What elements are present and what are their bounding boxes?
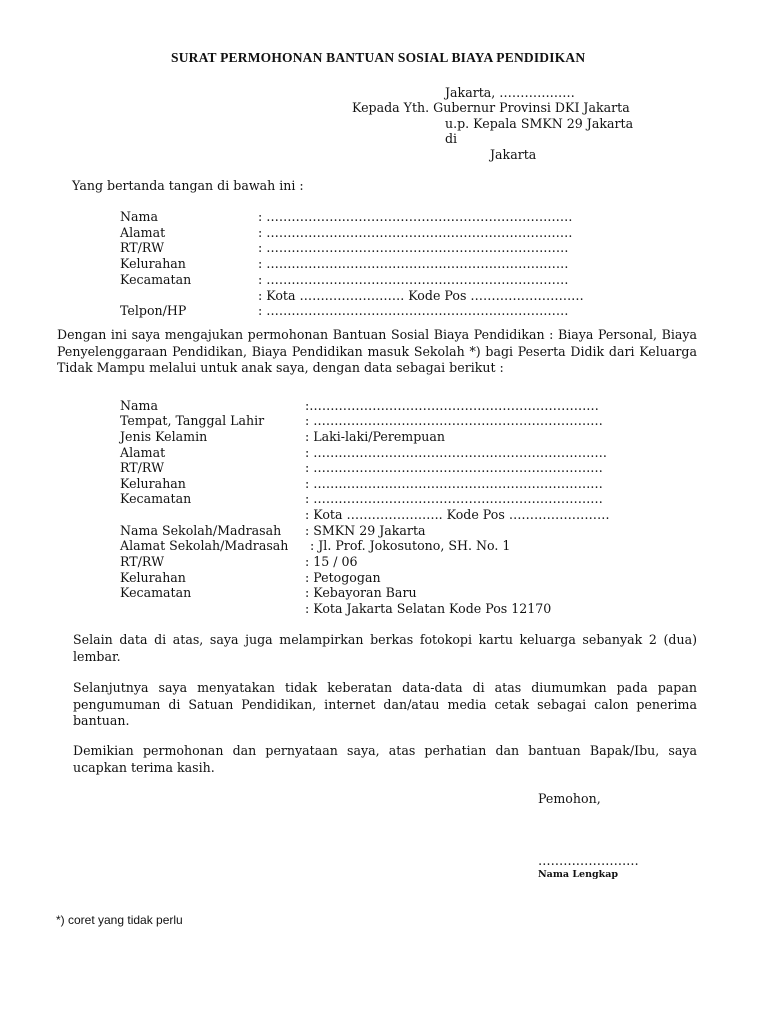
field-label: RT/RW: [120, 240, 165, 255]
field-value: : ……………………………………………………………: [305, 491, 603, 506]
field-value: : ……………………………………………………………: [305, 460, 603, 475]
date-line: Jakarta, ………………: [445, 85, 575, 100]
letter-title: SURAT PERMOHONAN BANTUAN SOSIAL BIAYA PENDIDIKAN: [171, 50, 586, 65]
signature-name-label: Nama Lengkap: [538, 869, 619, 880]
field-label: Kelurahan: [120, 256, 186, 271]
field-value: : 15 / 06: [305, 554, 358, 569]
footnote: *) coret yang tidak perlu: [56, 913, 183, 927]
field-label: Nama Sekolah/Madrasah: [120, 523, 282, 538]
field-value: : ……………………………………………………………: [305, 413, 603, 428]
field-value: : ……………….………………………………………………: [258, 209, 573, 224]
field-label: Alamat: [120, 445, 166, 460]
field-label: Kecamatan: [120, 272, 192, 287]
field-value: : Jl. Prof. Jokosutono, SH. No. 1: [310, 538, 511, 553]
field-value: : ………………………………………………………………: [258, 272, 569, 287]
field-value: : Kebayoran Baru: [305, 585, 417, 600]
field-label: Kelurahan: [120, 570, 186, 585]
field-value: : ………………………………………………………………: [258, 256, 569, 271]
field-value: : ………………………………………………………………: [258, 240, 569, 255]
field-label: Nama: [120, 398, 158, 413]
field-label: Tempat, Tanggal Lahir: [120, 413, 265, 428]
signature-line: ……………………: [538, 853, 639, 868]
field-value: : ……………….………………………………………………: [258, 225, 573, 240]
attention-line: u.p. Kepala SMKN 29 Jakarta: [445, 116, 634, 131]
di-line: di: [445, 131, 458, 146]
field-value: : ………………………………………………………………: [258, 303, 569, 318]
field-label: Alamat: [120, 225, 166, 240]
field-value: : SMKN 29 Jakarta: [305, 523, 426, 538]
field-value: : Petogogan: [305, 570, 381, 585]
intro-line: Yang bertanda tangan di bawah ini :: [72, 178, 304, 193]
signature-role: Pemohon,: [538, 791, 601, 806]
city-line: Jakarta: [490, 147, 537, 162]
field-label: Nama: [120, 209, 158, 224]
field-label: Jenis Kelamin: [120, 429, 208, 444]
recipient-line: Kepada Yth. Gubernur Provinsi DKI Jakarta: [352, 100, 630, 115]
field-label: Alamat Sekolah/Madrasah: [120, 538, 289, 553]
field-value: : Laki-laki/Perempuan: [305, 429, 446, 444]
field-value: : ……………………………………………………………: [305, 476, 603, 491]
field-label: Kecamatan: [120, 585, 192, 600]
request-paragraph: Dengan ini saya mengajukan permohonan Bantuan Sosial Biaya Pendidikan : Biaya Personal, Biaya Penyelenggaraan Pendidikan, Biaya Pendidikan masuk Sekolah *) bagi Peserta Didik dari Keluarga Tidak Mampu melalui untuk anak saya, dengan data sebagai berikut :: [57, 327, 697, 375]
attachment-paragraph: Selain data di atas, saya juga melampirkan berkas fotokopi kartu keluarga sebanyak 2 (dua) lembar.: [73, 632, 697, 664]
field-label: RT/RW: [120, 554, 165, 569]
closing-paragraph: Demikian permohonan dan pernyataan saya, atas perhatian dan bantuan Bapak/Ibu, saya ucapkan terima kasih.: [73, 743, 697, 775]
statement-paragraph: Selanjutnya saya menyatakan tidak keberatan data-data di atas diumumkan pada papan pengumuman di Satuan Pendidikan, internet dan/atau media cetak sebagai calon penerima bantuan.: [73, 680, 697, 728]
field-label: Kelurahan: [120, 476, 186, 491]
field-value: : …………………………………………………………….: [305, 445, 607, 460]
field-value: : Kota ………………….. Kode Pos ……………………: [305, 507, 610, 522]
field-label: RT/RW: [120, 460, 165, 475]
field-value: : Kota Jakarta Selatan Kode Pos 12170: [305, 601, 552, 616]
field-label: Kecamatan: [120, 491, 192, 506]
field-label: Telpon/HP: [120, 303, 187, 318]
field-value: :……………………………………………………………: [305, 398, 599, 413]
field-value: : Kota ……………………. Kode Pos ………………………: [258, 288, 584, 303]
